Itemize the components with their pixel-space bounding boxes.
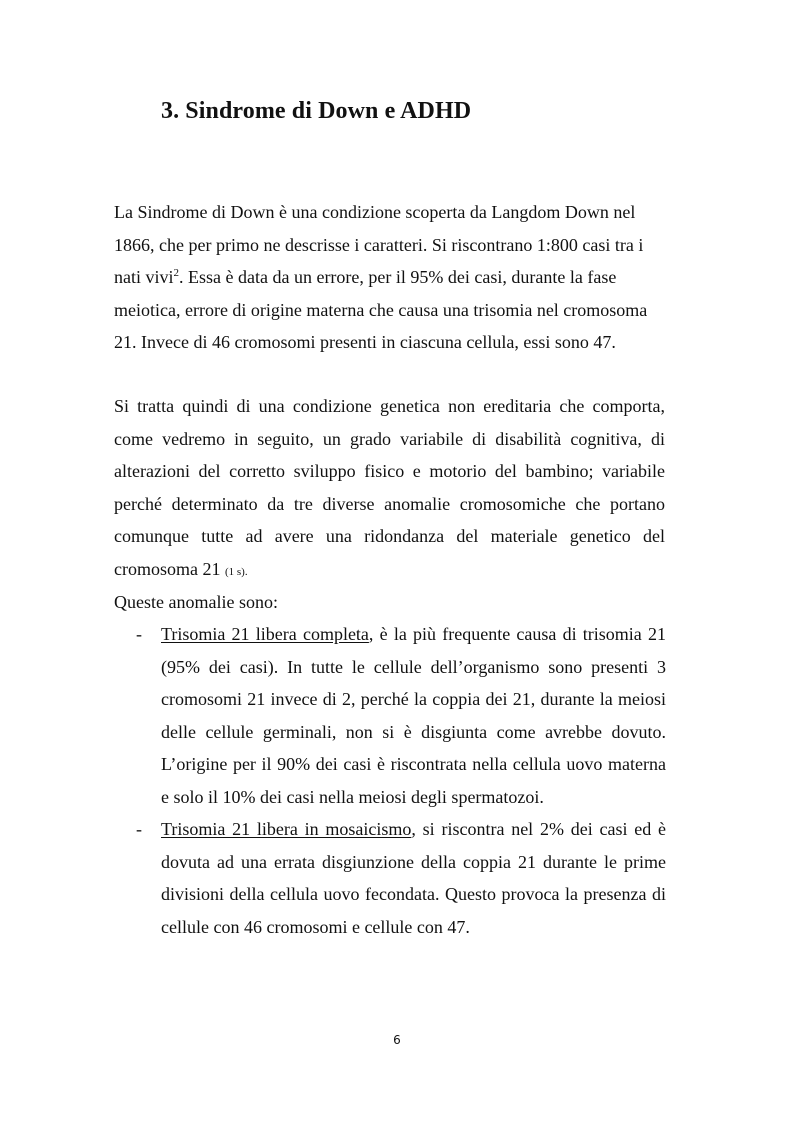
footnote-reference[interactable]: 2 xyxy=(173,267,179,280)
paragraph-anomalies-intro: Queste anomalie sono: xyxy=(114,592,278,612)
paragraph-genetic-condition xyxy=(114,390,665,589)
page-number: 6 xyxy=(393,1033,401,1047)
paragraph-genetic-condition-text: Si tratta quindi di una condizione genetica non ereditaria che comporta, come vedremo in seguito, un grado variabile di disabilità cognitiva, di alterazioni del corretto sviluppo fisico e motorio del bambino; variabile perché determinato da tre diverse anomalie cromosomiche che portano comunque tutte ad avere una ridondanza del materiale genetico del cromosoma 21 xyxy=(114,396,665,579)
list-item xyxy=(114,813,666,943)
list-item-text: , si riscontra nel 2% dei casi ed è dovuta ad una errata disgiunzione della coppia 21 durante le prime divisioni della cellula uovo fecondata. Questo provoca la presenza di cellule con 46 cromosomi e cellule con 47. xyxy=(161,819,666,937)
list-bullet: - xyxy=(136,819,142,839)
paragraph-intro-text-2: . Essa è data da un errore, per il 95% dei casi, durante la fase meiotica, errore di origine materna che causa una trisomia nel cromosoma 21. Invece di 46 cromosomi presenti in ciascuna cellula, essi sono 47. xyxy=(114,267,648,353)
list-item-text: , è la più frequente causa di trisomia 21 (95% dei casi). In tutte le cellule dell’organismo sono presenti 3 cromosomi 21 invece di 2, perché la coppia dei 21, durante la meiosi delle cellule germinali, non si è disgiunta come avrebbe dovuto. L’origine per il 90% dei casi è riscontrata nella cellula uovo materna e solo il 10% dei casi nella meiosi degli spermatozoi. xyxy=(161,624,666,807)
section-heading: 3. Sindrome di Down e ADHD xyxy=(161,98,472,124)
list-bullet: - xyxy=(136,624,142,644)
paragraph-intro xyxy=(114,196,665,359)
list-term-underlined: Trisomia 21 libera in mosaicismo xyxy=(161,819,412,839)
anomalies-list-continued xyxy=(114,813,666,943)
citation-reference: (1 s). xyxy=(224,565,248,578)
list-item xyxy=(114,618,666,814)
anomalies-list xyxy=(114,618,666,814)
list-term-underlined: Trisomia 21 libera completa xyxy=(161,624,369,644)
paragraph-intro-text-1: La Sindrome di Down è una condizione scoperta da Langdom Down nel 1866, che per primo ne descrisse i caratteri. Si riscontrano 1:800 casi tra i nati vivi xyxy=(114,202,644,288)
